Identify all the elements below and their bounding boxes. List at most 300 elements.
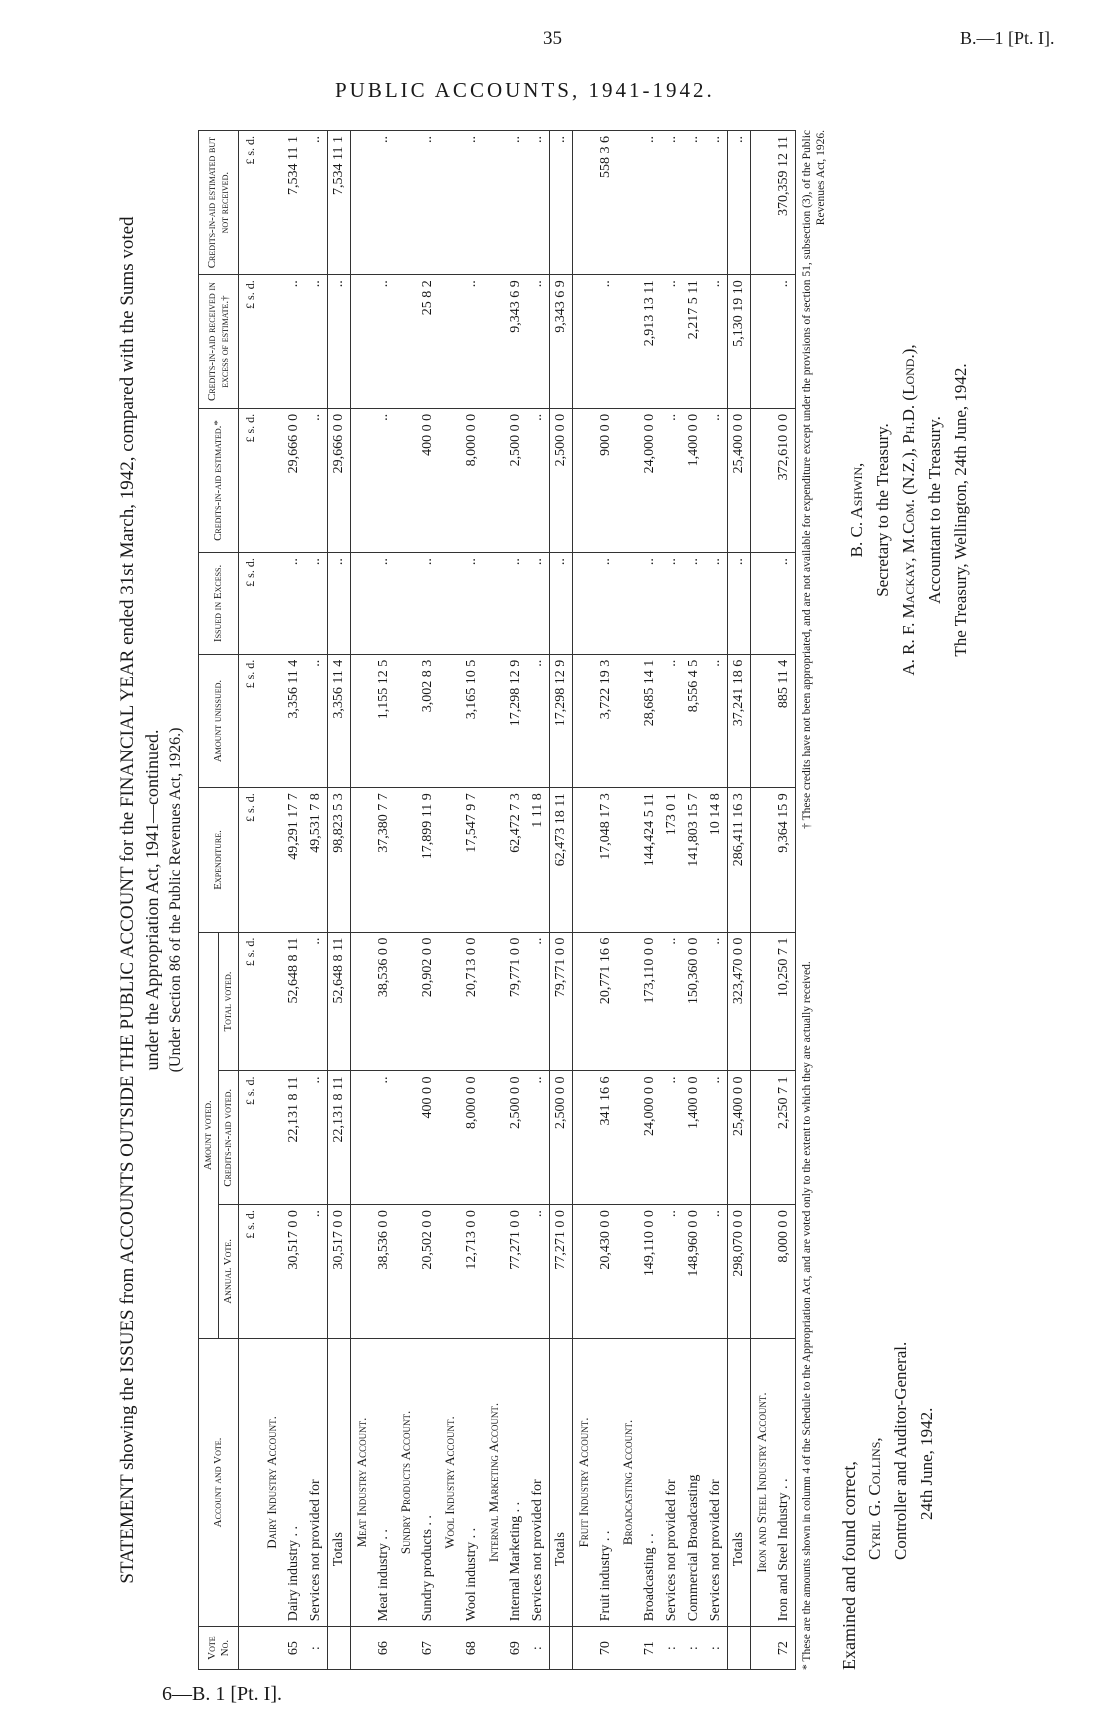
- expenditure-cell: 173 0 1: [661, 788, 683, 932]
- table-row: [661, 131, 683, 1670]
- cia-estimated-cell: ..: [373, 408, 395, 552]
- annual-vote-cell: [351, 1205, 374, 1339]
- vote-number: 65: [283, 1627, 305, 1670]
- unissued-cell: 3,356 11 4: [283, 654, 305, 788]
- credits-voted-cell: 2,500 0 0: [505, 1071, 527, 1205]
- credits-voted-cell: ..: [661, 1071, 683, 1205]
- section-heading-row: [483, 131, 505, 1670]
- totals-row: [728, 131, 751, 1670]
- vote-number: :: [527, 1627, 550, 1670]
- excess-cell: ..: [505, 553, 527, 655]
- annual-vote-cell: [439, 1205, 461, 1339]
- cia-estimated-cell: [483, 408, 505, 552]
- credits-voted-cell: ..: [527, 1071, 550, 1205]
- cia-estimated-cell: [395, 408, 417, 552]
- total-voted-cell: 323,470 0 0: [728, 932, 751, 1071]
- total-voted-cell: [351, 932, 374, 1071]
- table-row: [773, 131, 796, 1670]
- total-voted-cell: [617, 932, 639, 1071]
- annual-vote-cell: [261, 1205, 283, 1339]
- cia-estimated-cell: ..: [527, 408, 550, 552]
- expenditure-cell: 286,411 16 3: [728, 788, 751, 932]
- header-cia-estimated: Credits-in-aid estimated.*: [199, 408, 239, 552]
- excess-cell: ..: [705, 553, 728, 655]
- totals-row: [328, 131, 351, 1670]
- unit-label: £ s. d.: [239, 788, 262, 932]
- unit-label: £ s. d.: [239, 654, 262, 788]
- footnote-dagger: † These credits have not been appropriated, and are not available for expenditure except under the provisions of section 51, subsection (3), of the Public Revenues Act, 1926.: [801, 130, 827, 829]
- credits-voted-cell: ..: [705, 1071, 728, 1205]
- total-voted-cell: ..: [527, 932, 550, 1071]
- cia-not-received-cell: [351, 131, 374, 275]
- cia-not-received-cell: ..: [728, 131, 751, 275]
- total-voted-cell: [751, 932, 774, 1071]
- unissued-cell: [573, 654, 596, 788]
- unit-blank: [239, 1338, 262, 1627]
- cia-received-cell: ..: [773, 275, 796, 409]
- unissued-cell: 37,241 18 6: [728, 654, 751, 788]
- excess-cell: [483, 553, 505, 655]
- unissued-cell: [351, 654, 374, 788]
- cia-estimated-cell: 29,666 0 0: [283, 408, 305, 552]
- cia-not-received-cell: ..: [461, 131, 483, 275]
- credits-voted-cell: [483, 1071, 505, 1205]
- footnote-star: * These are the amounts shown in column 4 of the Schedule to the Appropriation Act, and are voted only to the extent to which they are actually received.: [801, 961, 813, 1670]
- cia-received-cell: ..: [305, 275, 328, 409]
- header-cia-received: Credits-in-aid received in excess of estimate.†: [199, 275, 239, 409]
- header-vote-no: Vote No.: [199, 1627, 239, 1670]
- header-excess: Issued in Excess.: [199, 553, 239, 655]
- annual-vote-cell: [751, 1205, 774, 1339]
- expenditure-cell: 98,823 5 3: [328, 788, 351, 932]
- page-reference: B.—1 [Pt. I].: [960, 28, 1055, 48]
- cia-received-cell: [751, 275, 774, 409]
- vote-number: [483, 1627, 505, 1670]
- unit-label: £ s. d.: [239, 275, 262, 409]
- cia-estimated-cell: [351, 408, 374, 552]
- account-label: Broadcasting Account.: [617, 1338, 639, 1627]
- excess-cell: ..: [417, 553, 439, 655]
- expenditure-cell: 62,473 18 11: [550, 788, 573, 932]
- examined-line: Examined and found correct,: [839, 1461, 859, 1670]
- cia-estimated-cell: 8,000 0 0: [461, 408, 483, 552]
- treasury-signature: [844, 230, 974, 790]
- table-row: [705, 131, 728, 1670]
- expenditure-cell: [617, 788, 639, 932]
- section-heading-row: [751, 131, 774, 1670]
- annual-vote-cell: [573, 1205, 596, 1339]
- cia-estimated-cell: 29,666 0 0: [328, 408, 351, 552]
- credits-voted-cell: 1,400 0 0: [683, 1071, 705, 1205]
- annual-vote-cell: 30,517 0 0: [328, 1205, 351, 1339]
- excess-cell: [395, 553, 417, 655]
- annual-vote-cell: ..: [527, 1205, 550, 1339]
- table-row: [505, 131, 527, 1670]
- account-label: Dairy industry . .: [283, 1338, 305, 1627]
- total-voted-cell: ..: [661, 932, 683, 1071]
- header-annual: Annual Vote.: [219, 1205, 239, 1339]
- unissued-cell: 885 11 4: [773, 654, 796, 788]
- account-label: Services not provided for: [527, 1338, 550, 1627]
- excess-cell: ..: [595, 553, 617, 655]
- total-voted-cell: [439, 932, 461, 1071]
- annual-vote-cell: 77,271 0 0: [550, 1205, 573, 1339]
- cia-not-received-cell: [261, 131, 283, 275]
- cia-estimated-cell: [439, 408, 461, 552]
- cia-not-received-cell: 370,359 12 11: [773, 131, 796, 275]
- rotated-statement: [116, 130, 1066, 1670]
- cia-received-cell: ..: [527, 275, 550, 409]
- total-voted-cell: 38,536 0 0: [373, 932, 395, 1071]
- annual-vote-cell: 298,070 0 0: [728, 1205, 751, 1339]
- cia-received-cell: [395, 275, 417, 409]
- account-label: Services not provided for: [661, 1338, 683, 1627]
- unit-row: [239, 131, 262, 1670]
- expenditure-cell: 37,380 7 7: [373, 788, 395, 932]
- credits-voted-cell: 341 16 6: [595, 1071, 617, 1205]
- vote-number: :: [305, 1627, 328, 1670]
- cia-not-received-cell: [439, 131, 461, 275]
- expenditure-cell: 49,291 17 7: [283, 788, 305, 932]
- cia-not-received-cell: [573, 131, 596, 275]
- cia-estimated-cell: 400 0 0: [417, 408, 439, 552]
- expenditure-cell: 49,531 7 8: [305, 788, 328, 932]
- running-title: PUBLIC ACCOUNTS, 1941-1942.: [335, 78, 715, 102]
- credits-voted-cell: 22,131 8 11: [283, 1071, 305, 1205]
- vote-number: 66: [373, 1627, 395, 1670]
- vote-number: [261, 1627, 283, 1670]
- cia-estimated-cell: [573, 408, 596, 552]
- account-label: Fruit industry . .: [595, 1338, 617, 1627]
- annual-vote-cell: ..: [661, 1205, 683, 1339]
- vote-number: 72: [773, 1627, 796, 1670]
- unissued-cell: 3,165 10 5: [461, 654, 483, 788]
- expenditure-cell: 17,048 17 3: [595, 788, 617, 932]
- credits-voted-cell: 25,400 0 0: [728, 1071, 751, 1205]
- table-row: [417, 131, 439, 1670]
- expenditure-cell: 144,424 5 11: [639, 788, 661, 932]
- unissued-cell: ..: [527, 654, 550, 788]
- unit-label: £ s. d.: [239, 1071, 262, 1205]
- cia-received-cell: [483, 275, 505, 409]
- cia-not-received-cell: 558 3 6: [595, 131, 617, 275]
- excess-cell: [751, 553, 774, 655]
- expenditure-cell: [751, 788, 774, 932]
- table-row: [595, 131, 617, 1670]
- vote-number: 70: [595, 1627, 617, 1670]
- credits-voted-cell: 24,000 0 0: [639, 1071, 661, 1205]
- total-voted-cell: [261, 932, 283, 1071]
- secretary-name: B. C. Ashwin,: [847, 462, 866, 558]
- secretary-title: Secretary to the Treasury.: [873, 423, 892, 597]
- account-label: Fruit Industry Account.: [573, 1338, 596, 1627]
- annual-vote-cell: 20,502 0 0: [417, 1205, 439, 1339]
- treasury-place-date: The Treasury, Wellington, 24th June, 1942.: [951, 363, 970, 657]
- cia-estimated-cell: 25,400 0 0: [728, 408, 751, 552]
- unissued-cell: ..: [661, 654, 683, 788]
- cia-estimated-cell: 2,500 0 0: [550, 408, 573, 552]
- vote-number: [617, 1627, 639, 1670]
- table-row: [461, 131, 483, 1670]
- vote-number: [439, 1627, 461, 1670]
- excess-cell: ..: [328, 553, 351, 655]
- unit-label: £ s. d.: [239, 553, 262, 655]
- vote-number: :: [661, 1627, 683, 1670]
- unissued-cell: [617, 654, 639, 788]
- annual-vote-cell: [395, 1205, 417, 1339]
- unissued-cell: 3,356 11 4: [328, 654, 351, 788]
- total-voted-cell: [573, 932, 596, 1071]
- excess-cell: [261, 553, 283, 655]
- credits-voted-cell: [617, 1071, 639, 1205]
- cia-received-cell: ..: [661, 275, 683, 409]
- cia-received-cell: [439, 275, 461, 409]
- cia-not-received-cell: ..: [683, 131, 705, 275]
- annual-vote-cell: 38,536 0 0: [373, 1205, 395, 1339]
- cia-estimated-cell: 372,610 0 0: [773, 408, 796, 552]
- total-voted-cell: 173,110 0 0: [639, 932, 661, 1071]
- cia-received-cell: [261, 275, 283, 409]
- table-row: [639, 131, 661, 1670]
- account-label: Wool Industry Account.: [439, 1338, 461, 1627]
- auditor-date: 24th June, 1942.: [917, 1407, 936, 1520]
- excess-cell: [439, 553, 461, 655]
- annual-vote-cell: ..: [305, 1205, 328, 1339]
- vote-number: [751, 1627, 774, 1670]
- section-heading-row: [439, 131, 461, 1670]
- vote-number: [550, 1627, 573, 1670]
- bottom-reference: 6—B. 1 [Pt. I].: [162, 1683, 282, 1705]
- unissued-cell: ..: [305, 654, 328, 788]
- annual-vote-cell: 8,000 0 0: [773, 1205, 796, 1339]
- table-row: [527, 131, 550, 1670]
- account-label: Services not provided for: [305, 1338, 328, 1627]
- cia-received-cell: ..: [705, 275, 728, 409]
- total-voted-cell: 20,713 0 0: [461, 932, 483, 1071]
- total-voted-cell: 20,771 16 6: [595, 932, 617, 1071]
- cia-estimated-cell: ..: [305, 408, 328, 552]
- credits-voted-cell: 400 0 0: [417, 1071, 439, 1205]
- credits-voted-cell: [261, 1071, 283, 1205]
- cia-estimated-cell: [617, 408, 639, 552]
- vote-number: :: [683, 1627, 705, 1670]
- annual-vote-cell: [483, 1205, 505, 1339]
- total-voted-cell: 150,360 0 0: [683, 932, 705, 1071]
- expenditure-cell: [351, 788, 374, 932]
- table-row: [683, 131, 705, 1670]
- cia-not-received-cell: ..: [661, 131, 683, 275]
- account-label: Sundry products . .: [417, 1338, 439, 1627]
- expenditure-cell: 141,803 15 7: [683, 788, 705, 932]
- cia-not-received-cell: ..: [305, 131, 328, 275]
- excess-cell: ..: [461, 553, 483, 655]
- total-voted-cell: [395, 932, 417, 1071]
- unit-label: £ s. d.: [239, 408, 262, 552]
- account-label: Internal Marketing . .: [505, 1338, 527, 1627]
- unissued-cell: 3,002 8 3: [417, 654, 439, 788]
- unissued-cell: 3,722 19 3: [595, 654, 617, 788]
- header-account: Account and Vote.: [199, 1338, 239, 1627]
- expenditure-cell: 9,364 15 9: [773, 788, 796, 932]
- credits-voted-cell: [751, 1071, 774, 1205]
- cia-received-cell: 9,343 6 9: [505, 275, 527, 409]
- unissued-cell: [483, 654, 505, 788]
- cia-estimated-cell: 24,000 0 0: [639, 408, 661, 552]
- credits-voted-cell: [395, 1071, 417, 1205]
- section-heading-row: [395, 131, 417, 1670]
- annual-vote-cell: 30,517 0 0: [283, 1205, 305, 1339]
- excess-cell: ..: [773, 553, 796, 655]
- expenditure-cell: [395, 788, 417, 932]
- account-label: Meat Industry Account.: [351, 1338, 374, 1627]
- auditor-title: Controller and Auditor-General.: [891, 1341, 910, 1560]
- cia-not-received-cell: 7,534 11 1: [328, 131, 351, 275]
- cia-not-received-cell: [483, 131, 505, 275]
- account-label: Commercial Broadcasting: [683, 1338, 705, 1627]
- account-label: Totals: [728, 1338, 751, 1627]
- header-amount-voted: Amount voted.: [199, 932, 219, 1338]
- cia-received-cell: [351, 275, 374, 409]
- header-expenditure: Expenditure.: [199, 788, 239, 932]
- unissued-cell: [439, 654, 461, 788]
- cia-estimated-cell: 900 0 0: [595, 408, 617, 552]
- expenditure-cell: [439, 788, 461, 932]
- header-cia-not-received: Credits-in-aid estimated but not received.: [199, 131, 239, 275]
- total-voted-cell: 52,648 8 11: [283, 932, 305, 1071]
- cia-estimated-cell: 2,500 0 0: [505, 408, 527, 552]
- statement-title: STATEMENT showing the ISSUES from ACCOUNTS OUTSIDE THE PUBLIC ACCOUNT for the FINANCIAL YEAR ended 31st March, 1942, compared with the Sums voted: [117, 216, 138, 1584]
- excess-cell: ..: [728, 553, 751, 655]
- excess-cell: [351, 553, 374, 655]
- vote-number: 68: [461, 1627, 483, 1670]
- account-label: Services not provided for: [705, 1338, 728, 1627]
- cia-not-received-cell: ..: [550, 131, 573, 275]
- account-label: Totals: [328, 1338, 351, 1627]
- credits-voted-cell: 2,500 0 0: [550, 1071, 573, 1205]
- section-heading-row: [573, 131, 596, 1670]
- cia-estimated-cell: [261, 408, 283, 552]
- account-label: Broadcasting . .: [639, 1338, 661, 1627]
- cia-estimated-cell: ..: [661, 408, 683, 552]
- excess-cell: [617, 553, 639, 655]
- annual-vote-cell: 148,960 0 0: [683, 1205, 705, 1339]
- expenditure-cell: 10 14 8: [705, 788, 728, 932]
- annual-vote-cell: 20,430 0 0: [595, 1205, 617, 1339]
- footnotes: [800, 130, 828, 1670]
- credits-voted-cell: 22,131 8 11: [328, 1071, 351, 1205]
- header-unissued: Amount unissued.: [199, 654, 239, 788]
- table-row: [283, 131, 305, 1670]
- expenditure-cell: [573, 788, 596, 932]
- total-voted-cell: 20,902 0 0: [417, 932, 439, 1071]
- table-row: [373, 131, 395, 1670]
- unit-label: £ s. d.: [239, 932, 262, 1071]
- excess-cell: ..: [683, 553, 705, 655]
- excess-cell: ..: [305, 553, 328, 655]
- cia-received-cell: 9,343 6 9: [550, 275, 573, 409]
- total-voted-cell: [483, 932, 505, 1071]
- cia-received-cell: ..: [328, 275, 351, 409]
- excess-cell: ..: [639, 553, 661, 655]
- cia-not-received-cell: [395, 131, 417, 275]
- credits-voted-cell: [351, 1071, 374, 1205]
- cia-estimated-cell: 1,400 0 0: [683, 408, 705, 552]
- excess-cell: ..: [373, 553, 395, 655]
- total-voted-cell: 10,250 7 1: [773, 932, 796, 1071]
- unissued-cell: 17,298 12 9: [505, 654, 527, 788]
- vote-number: [328, 1627, 351, 1670]
- signature-block: [836, 130, 1006, 1670]
- unissued-cell: 17,298 12 9: [550, 654, 573, 788]
- cia-not-received-cell: ..: [705, 131, 728, 275]
- statement-subtitle: under the Appropriation Act, 1941—continued.: [142, 729, 162, 1071]
- total-voted-cell: 52,648 8 11: [328, 932, 351, 1071]
- account-label: Wool industry . .: [461, 1338, 483, 1627]
- expenditure-cell: 1 11 8: [527, 788, 550, 932]
- header-total-voted: Total voted.: [219, 932, 239, 1071]
- cia-received-cell: ..: [283, 275, 305, 409]
- unissued-cell: [395, 654, 417, 788]
- issues-table: [198, 130, 796, 1670]
- cia-received-cell: ..: [461, 275, 483, 409]
- expenditure-cell: [261, 788, 283, 932]
- cia-received-cell: ..: [373, 275, 395, 409]
- cia-received-cell: [617, 275, 639, 409]
- total-voted-cell: 79,771 0 0: [550, 932, 573, 1071]
- excess-cell: [573, 553, 596, 655]
- cia-not-received-cell: [751, 131, 774, 275]
- vote-number: 67: [417, 1627, 439, 1670]
- account-label: Sundry Products Account.: [395, 1338, 417, 1627]
- expenditure-cell: [483, 788, 505, 932]
- unit-blank: [239, 1627, 262, 1670]
- unit-label: £ s. d.: [239, 1205, 262, 1339]
- credits-voted-cell: 2,250 7 1: [773, 1071, 796, 1205]
- vote-number: [728, 1627, 751, 1670]
- cia-not-received-cell: [617, 131, 639, 275]
- accountant-title: Accountant to the Treasury.: [925, 416, 944, 604]
- unissued-cell: [261, 654, 283, 788]
- statement-authority: (Under Section 86 of the Public Revenues Act, 1926.): [167, 727, 184, 1073]
- vote-number: [395, 1627, 417, 1670]
- credits-voted-cell: [573, 1071, 596, 1205]
- unit-label: £ s. d.: [239, 131, 262, 275]
- total-voted-cell: ..: [705, 932, 728, 1071]
- auditor-name: Cyril G. Collins,: [865, 1437, 884, 1560]
- vote-number: 71: [639, 1627, 661, 1670]
- cia-received-cell: ..: [595, 275, 617, 409]
- excess-cell: ..: [527, 553, 550, 655]
- cia-estimated-cell: ..: [705, 408, 728, 552]
- credits-voted-cell: 8,000 0 0: [461, 1071, 483, 1205]
- accountant-name: A. R. F. Mackay, M.Com. (N.Z.), Ph.D. (Lond.),: [899, 344, 918, 676]
- unissued-cell: 1,155 12 5: [373, 654, 395, 788]
- section-heading-row: [351, 131, 374, 1670]
- annual-vote-cell: [617, 1205, 639, 1339]
- account-label: Dairy Industry Account.: [261, 1338, 283, 1627]
- cia-received-cell: 2,217 5 11: [683, 275, 705, 409]
- cia-received-cell: 5,130 19 10: [728, 275, 751, 409]
- vote-number: [573, 1627, 596, 1670]
- page-number: 35: [543, 28, 562, 49]
- excess-cell: ..: [661, 553, 683, 655]
- expenditure-cell: 17,547 9 7: [461, 788, 483, 932]
- section-heading-row: [261, 131, 283, 1670]
- cia-not-received-cell: ..: [505, 131, 527, 275]
- annual-vote-cell: 77,271 0 0: [505, 1205, 527, 1339]
- unissued-cell: [751, 654, 774, 788]
- unissued-cell: 28,685 14 1: [639, 654, 661, 788]
